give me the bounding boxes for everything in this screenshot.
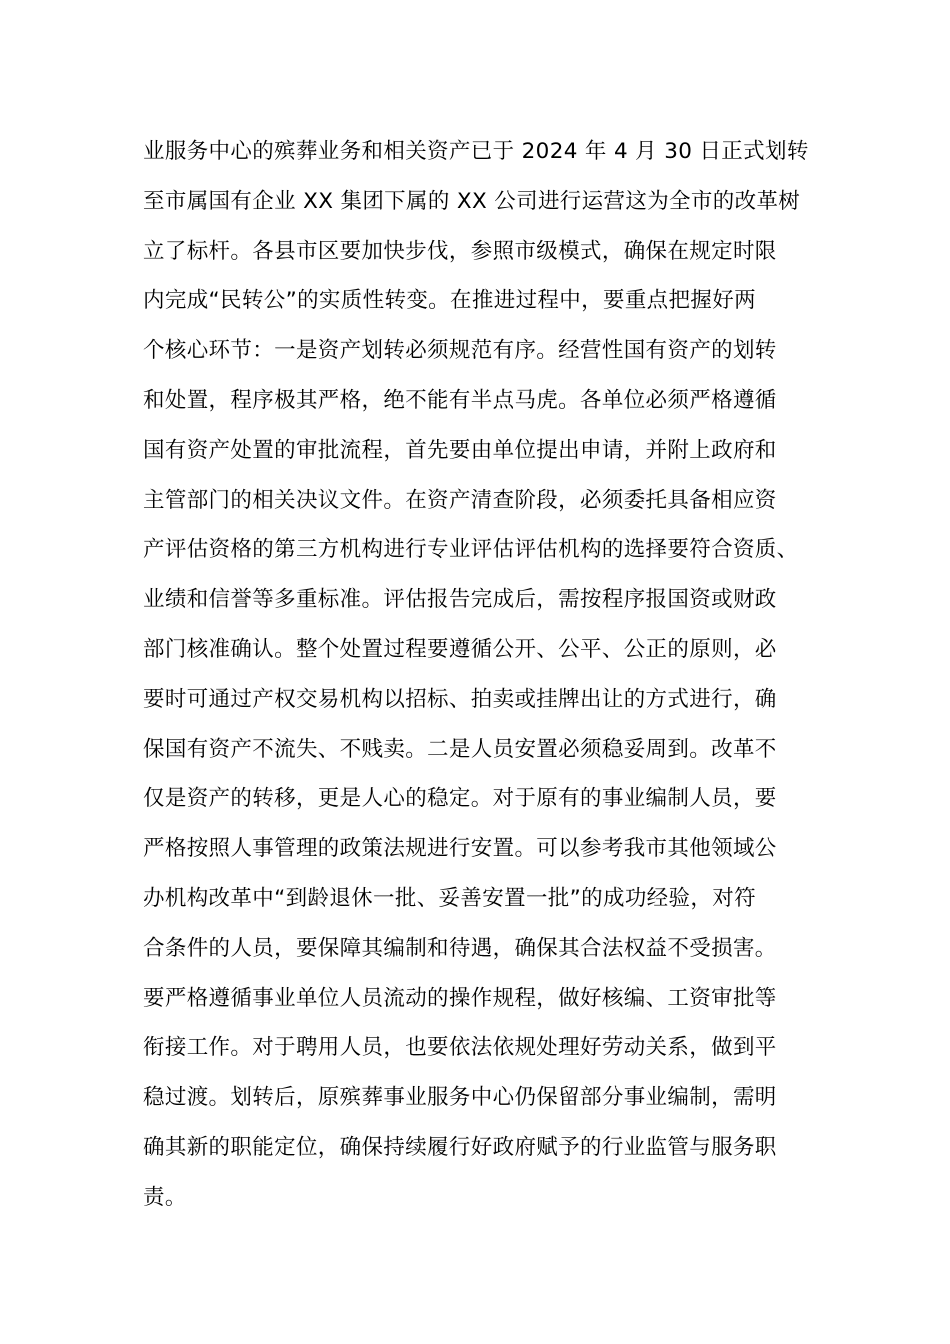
text-line: 国有资产处置的审批流程，首先要由单位提出申请，并附上政府和 [143, 437, 777, 463]
text-line: 责。 [143, 1184, 187, 1210]
text-line: 保国有资产不流失、不贱卖。二是人员安置必须稳妥周到。改革不 [143, 736, 777, 762]
text-line: 业绩和信誉等多重标准。评估报告完成后，需按程序报国资或财政 [143, 587, 777, 613]
text-line: 衔接工作。对于聘用人员，也要依法依规处理好劳动关系，做到平 [143, 1035, 777, 1061]
text-line: 主管部门的相关决议文件。在资产清查阶段，必须委托具备相应资 [143, 487, 777, 513]
text-line: 产评估资格的第三方机构进行专业评估评估机构的选择要符合资质、 [143, 537, 799, 563]
text-line: 业服务中心的殡葬业务和相关资产已于 2024 年 4 月 30 日正式划转 [143, 139, 809, 164]
text-line: 和处置，程序极其严格，绝不能有半点马虎。各单位必须严格遵循 [143, 387, 777, 413]
text-line: 部门核准确认。整个处置过程要遵循公开、公平、公正的原则，必 [143, 636, 777, 662]
text-line: 仅是资产的转移，更是人心的稳定。对于原有的事业编制人员，要 [143, 786, 777, 812]
text-line: 要时可通过产权交易机构以招标、拍卖或挂牌出让的方式进行，确 [143, 686, 777, 712]
text-line: 严格按照人事管理的政策法规进行安置。可以参考我市其他领域公 [143, 836, 777, 862]
body-paragraph [143, 134, 843, 1230]
text-line: 至市属国有企业 XX 集团下属的 XX 公司进行运营这为全市的改革树 [143, 188, 801, 214]
text-line: 要严格遵循事业单位人员流动的操作规程，做好核编、工资审批等 [143, 985, 777, 1011]
text-line: 确其新的职能定位，确保持续履行好政府赋予的行业监管与服务职 [143, 1134, 777, 1160]
text-line: 立了标杆。各县市区要加快步伐，参照市级模式，确保在规定时限 [143, 238, 777, 264]
text-line: 合条件的人员，要保障其编制和待遇，确保其合法权益不受损害。 [143, 935, 777, 961]
text-line: 稳过渡。划转后，原殡葬事业服务中心仍保留部分事业编制，需明 [143, 1085, 777, 1111]
text-line: 办机构改革中“到龄退休一批、妥善安置一批”的成功经验，对符 [143, 885, 756, 911]
text-line: 个核心环节：一是资产划转必须规范有序。经营性国有资产的划转 [143, 338, 777, 364]
text-line: 内完成“民转公”的实质性转变。在推进过程中，要重点把握好两 [143, 288, 756, 314]
